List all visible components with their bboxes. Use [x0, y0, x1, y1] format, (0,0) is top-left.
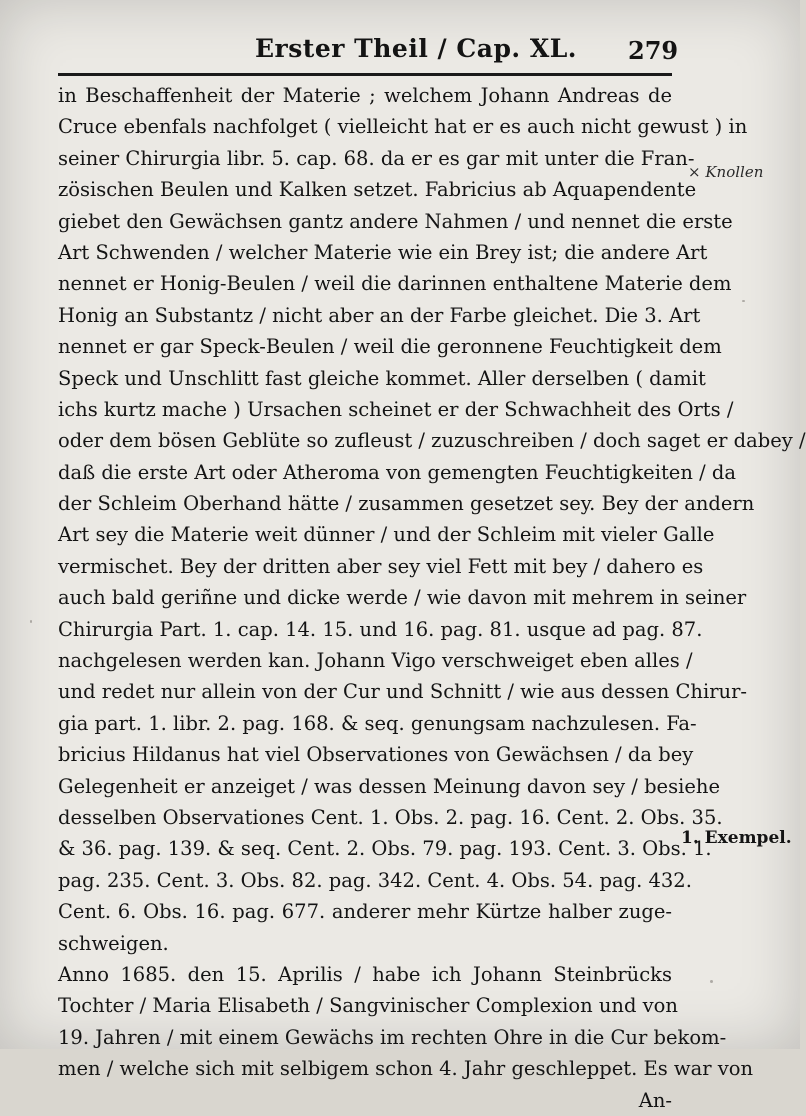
text-line: und redet nur allein von der Cur und Schnitt / wie aus dessen Chirur- — [58, 680, 748, 704]
text-line: men / welche sich mit selbigem schon 4. Jahr geschleppet. Es war von — [58, 1057, 754, 1081]
text-line: desselben Observationes Cent. 1. Obs. 2. pag. 16. Cent. 2. Obs. 35. — [58, 805, 723, 829]
text-line: der Schleim Oberhand hätte / zusammen gesetzet sey. Bey der andern — [58, 492, 755, 516]
running-header — [0, 30, 800, 70]
text-line: Cent. 6. Obs. 16. pag. 677. anderer mehr Kürtze halber zuge- — [58, 900, 672, 924]
text-line: Art sey die Materie weit dünner / und der Schleim mit vieler Galle — [58, 523, 715, 547]
text-line: Anno 1685. den 15. Aprilis / habe ich Johann Steinbrücks — [58, 962, 672, 986]
text-line: Honig an Substantz / nicht aber an der Farbe gleichet. Die 3. Art — [58, 303, 701, 327]
text-line: nennet er Honig-Beulen / weil die darinnen enthaltene Materie dem — [58, 272, 732, 296]
header-rule — [58, 73, 672, 76]
text-line: giebet den Gewächsen gantz andere Nahmen / und nennet die erste — [58, 209, 733, 233]
text-line: nachgelesen werden kan. Johann Vigo verschweiget eben alles / — [58, 649, 693, 673]
paper-speck — [120, 95, 122, 97]
paper-speck — [30, 620, 32, 623]
exempel-margin-note: 1. Exempel. — [681, 828, 792, 848]
text-line: Tochter / Maria Elisabeth / Sangvinischer Complexion und von — [58, 994, 678, 1018]
page-number: 279 — [628, 36, 679, 65]
text-line: auch bald geriñne und dicke werde / wie davon mit mehrem in seiner — [58, 586, 747, 610]
text-line: bricius Hildanus hat viel Observationes von Gewächsen / da bey — [58, 743, 694, 767]
paper-speck — [400, 1010, 402, 1012]
paper-speck — [710, 980, 713, 983]
text-line: schweigen. — [58, 931, 169, 955]
text-line: vermischet. Bey der dritten aber sey viel Fett mit bey / dahero es — [58, 554, 704, 578]
text-line: & 36. pag. 139. & seq. Cent. 2. Obs. 79. pag. 193. Cent. 3. Obs. 1. — [58, 837, 712, 861]
text-line: 19. Jahren / mit einem Gewächs im rechten Ohre in die Cur bekom- — [58, 1025, 727, 1049]
text-line: Gelegenheit er anzeiget / was dessen Meinung davon sey / besiehe — [58, 774, 720, 798]
text-line: gia part. 1. libr. 2. pag. 168. & seq. genungsam nachzulesen. Fa- — [58, 711, 697, 735]
text-line: Cruce ebenfals nachfolget ( vielleicht hat er es auch nicht gewust ) in — [58, 115, 748, 139]
text-line: nennet er gar Speck-Beulen / weil die geronnene Feuchtigkeit dem — [58, 335, 722, 359]
text-line: pag. 235. Cent. 3. Obs. 82. pag. 342. Cent. 4. Obs. 54. pag. 432. — [58, 868, 692, 892]
paper-speck — [742, 300, 745, 302]
text-line: Chirurgia Part. 1. cap. 14. 15. und 16. pag. 81. usque ad pag. 87. — [58, 617, 703, 641]
text-line: ichs kurtz mache ) Ursachen scheinet er der Schwachheit des Orts / — [58, 397, 734, 421]
text-line: in Beschaffenheit der Materie ; welchem Johann Andreas de — [58, 84, 672, 107]
running-title: Erster Theil / Cap. XL. — [255, 34, 578, 63]
text-line: oder dem bösen Geblüte so zufleust / zuzuschreiben / doch saget er dabey / — [58, 429, 806, 453]
catchword: An- — [638, 1088, 672, 1112]
text-line: seiner Chirurgia libr. 5. cap. 68. da er es gar mit unter die Fran- — [58, 146, 695, 170]
text-line: Art Schwenden / welcher Materie wie ein Brey ist; die andere Art — [58, 240, 708, 264]
text-line: Speck und Unschlitt fast gleiche kommet. Aller derselben ( damit — [58, 366, 706, 390]
text-line: zösischen Beulen und Kalken setzet. Fabricius ab Aquapendente — [58, 178, 697, 202]
text-line: daß die erste Art oder Atheroma von gemengten Feuchtigkeiten / da — [58, 460, 736, 484]
handwritten-margin-note: × Knollen — [688, 163, 764, 181]
